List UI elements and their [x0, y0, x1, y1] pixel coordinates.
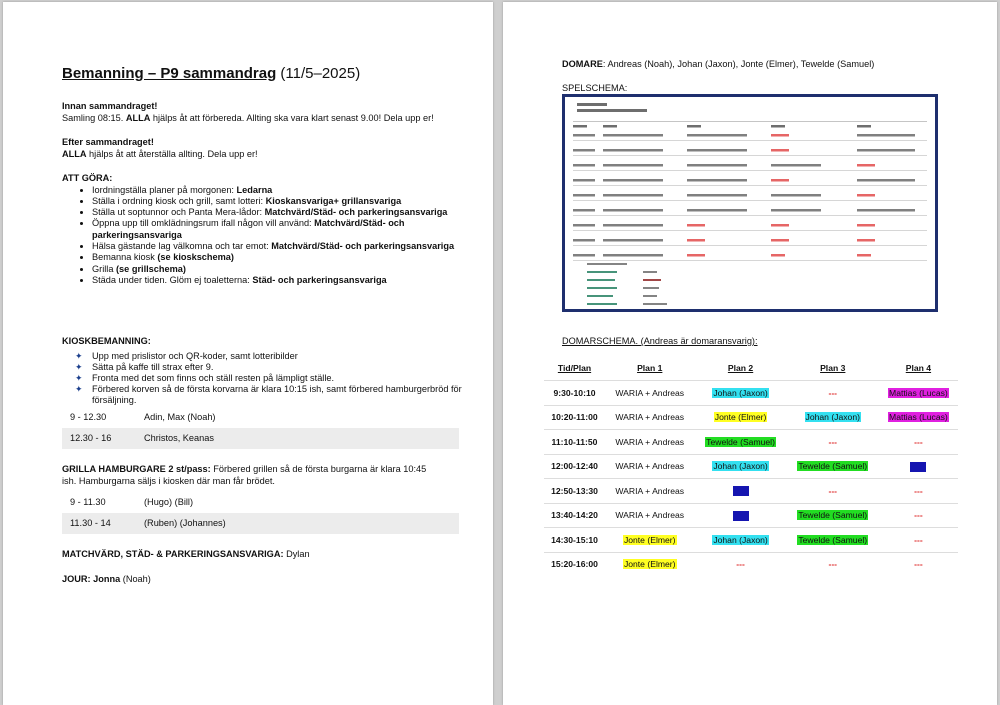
schedule-cell	[694, 528, 786, 553]
schedule-cell	[879, 405, 958, 430]
list-item: ✦ Fronta med det som finns och ställ resten på lämpligt ställe.	[62, 373, 462, 384]
referees-line: DOMARE: Andreas (Noah), Johan (Jaxon), Jonte (Elmer), Tewelde (Samuel)	[562, 59, 875, 69]
time-slot: 12:00-12:40	[544, 454, 605, 479]
schedule-cell	[605, 381, 694, 406]
schedule-cell	[694, 430, 786, 455]
schedule-cell	[605, 454, 694, 479]
schedule-cell	[879, 552, 958, 576]
referee-assignment: ---	[914, 510, 923, 521]
referee-assignment: WARIA + Andreas	[615, 461, 685, 472]
referee-assignment: ---	[828, 436, 838, 447]
referee-assignment: WARIA + Andreas	[615, 412, 685, 423]
referee-assignment: Johan (Jaxon)	[805, 412, 860, 423]
column-header: Plan 4	[905, 363, 932, 373]
schedule-cell	[694, 552, 786, 576]
table-row	[544, 430, 958, 455]
kiosk-section: KIOSKBEMANNING: ✦ Upp med prislistor och QR-koder, samt lotteribilder ✦ Sätta på kaffe till strax efter 9. ✦ Fronta med det som finns och ställ resten på lämpligt ställe. ✦ Förbered korven så de första korvarna är klara 10:15 ish, samt förbered hamburgerbröd för försäljning.	[62, 336, 462, 407]
referee-assignment: WARIA + Andreas	[615, 387, 685, 398]
game-schedule-image	[562, 94, 938, 312]
duty-line: JOUR: Jonna (Noah)	[62, 574, 151, 584]
grill-shift-row: 9 - 11.30 (Hugo) (Bill)	[70, 497, 194, 507]
referee-assignment: Jonte (Elmer)	[623, 559, 676, 570]
time-slot: 10:20-11:00	[544, 405, 605, 430]
schedule-cell	[787, 430, 879, 455]
schedule-cell	[605, 503, 694, 528]
referee-assignment: Johan (Jaxon)	[713, 461, 768, 472]
schedule-cell	[879, 528, 958, 553]
schedule-cell	[694, 405, 786, 430]
table-row	[544, 381, 958, 406]
referee-schedule-label: DOMARSCHEMA. (Andreas är domaransvarig):	[562, 336, 758, 346]
column-header: Plan 1	[637, 363, 663, 373]
schedule-cell	[605, 552, 694, 576]
schedule-cell	[879, 479, 958, 504]
referee-assignment: Jonte (Elmer)	[623, 534, 676, 545]
schedule-cell	[605, 405, 694, 430]
schedule-cell	[694, 479, 786, 504]
time-slot: 14:30-15:10	[544, 528, 605, 553]
schedule-cell	[879, 503, 958, 528]
table-row	[544, 552, 958, 576]
referee-assignment: Mattias (Lucas)	[889, 387, 948, 398]
referee-assignment: Johan (Jaxon)	[713, 387, 768, 398]
schedule-cell	[879, 454, 958, 479]
list-item: • Ställa i ordning kiosk och grill, samt lotteri: Kioskansvariga+ grillansvariga	[92, 196, 462, 207]
match-host-line: MATCHVÄRD, STÄD- & PARKERINGSANSVARIGA: Dylan	[62, 549, 310, 559]
schedule-cell	[787, 405, 879, 430]
kiosk-list	[62, 351, 462, 407]
schedule-cell	[605, 430, 694, 455]
before-section: Innan sammandraget! Samling 08:15. ALLA hjälps åt att förbereda. Allting ska vara klart senast 9.00! Dela upp er!	[62, 101, 434, 123]
referee-assignment: Johan (Jaxon)	[713, 534, 768, 545]
list-item: • Bemanna kiosk (se kioskschema)	[92, 252, 462, 263]
schedule-cell	[605, 528, 694, 553]
todo-section: ATT GÖRA: • Iordningställa planer på morgonen: Ledarna • Ställa i ordning kiosk och grill, samt lotteri: Kioskansvariga+ grillansvariga • Ställa ut soptunnor och Panta Mera-lådor: Matchvärd/Städ- och parkeringsansvariga • Öppna upp till omklädningsrum ifall någon vill använd: Matchvärd/Städ- och parkeringsansvariga • Hälsa gästande lag välkomna och tar emot: Matchvärd/Städ- och parkeringsansvariga • Bemanna kiosk (se kioskschema) • Grilla (se grillschema) • Städa under tiden. Glöm ej toaletterna: Städ- och parkeringsansvariga	[62, 173, 462, 286]
table-row	[544, 503, 958, 528]
referee-assignment: ---	[914, 559, 923, 570]
referee-assignment: ---	[828, 559, 838, 570]
schedule-cell	[879, 381, 958, 406]
list-item: • Öppna upp till omklädningsrum ifall någon vill använd: Matchvärd/Städ- och parkeringsansvariga	[92, 218, 462, 241]
referee-assignment: Tewelde (Samuel)	[798, 461, 868, 472]
grill-section: GRILLA HAMBURGARE 2 st/pass: Förbered grillen så de första burgarna är klara 10:45 ish. Hamburgarna säljs i kiosken där man får brödet.	[62, 464, 427, 486]
column-header: Tid/Plan	[557, 363, 592, 373]
time-slot: 13:40-14:20	[544, 503, 605, 528]
referee-schedule-table	[544, 356, 958, 576]
schedule-cell	[787, 503, 879, 528]
list-item: • Hälsa gästande lag välkomna och tar emot: Matchvärd/Städ- och parkeringsansvariga	[92, 241, 462, 252]
referee-assignment: Tewelde (Samuel)	[798, 534, 868, 545]
schedule-cell	[787, 552, 879, 576]
after-section: Efter sammandraget! ALLA hjälps åt att återställa allting. Dela upp er!	[62, 137, 258, 159]
time-slot: 11:10-11:50	[544, 430, 605, 455]
referee-assignment: ---	[914, 534, 923, 545]
grill-shift-row: 11.30 - 14 (Ruben) (Johannes)	[62, 513, 459, 534]
list-item: ✦ Sätta på kaffe till strax efter 9.	[62, 362, 462, 373]
page-title: Bemanning – P9 sammandrag (11/5–2025)	[62, 65, 361, 82]
schedule-cell	[787, 381, 879, 406]
referee-assignment: WARIA + Andreas	[615, 510, 685, 521]
referee-assignment: Mattias (Lucas)	[889, 412, 948, 423]
time-slot: 15:20-16:00	[544, 552, 605, 576]
game-schedule-picture	[565, 97, 935, 309]
list-item: • Iordningställa planer på morgonen: Ledarna	[92, 185, 462, 196]
referee-assignment	[733, 511, 749, 521]
referee-assignment: WARIA + Andreas	[615, 485, 685, 496]
schedule-cell	[694, 381, 786, 406]
list-item: • Grilla (se grillschema)	[92, 264, 462, 275]
list-item: • Städa under tiden. Glöm ej toaletterna: Städ- och parkeringsansvariga	[92, 275, 462, 286]
game-schedule-label: SPELSCHEMA:	[562, 83, 628, 93]
time-slot: 9:30-10:10	[544, 381, 605, 406]
referee-assignment: ---	[828, 387, 838, 398]
kiosk-shift-row: 12.30 - 16 Christos, Keanas	[62, 428, 459, 449]
referee-assignment	[910, 462, 926, 472]
column-header: Plan 2	[727, 363, 754, 373]
referee-assignment: ---	[914, 485, 923, 496]
schedule-cell	[879, 430, 958, 455]
table-header-row	[544, 356, 958, 381]
list-item: • Ställa ut soptunnor och Panta Mera-lådor: Matchvärd/Städ- och parkeringsansvariga	[92, 207, 462, 218]
referee-assignment: ---	[736, 559, 745, 570]
table-row	[544, 479, 958, 504]
kiosk-shift-row: 9 - 12.30 Adin, Max (Noah)	[70, 412, 216, 422]
table-row	[544, 405, 958, 430]
list-item: ✦ Upp med prislistor och QR-koder, samt lotteribilder	[62, 351, 462, 362]
column-header: Plan 3	[820, 363, 846, 373]
list-item: ✦ Förbered korven så de första korvarna är klara 10:15 ish, samt förbered hamburgerbröd för försäljning.	[62, 384, 462, 406]
time-slot: 12:50-13:30	[544, 479, 605, 504]
document-page-1	[3, 2, 493, 705]
referee-assignment: Jonte (Elmer)	[714, 412, 767, 423]
referee-assignment	[733, 486, 749, 496]
referee-assignment: ---	[828, 485, 838, 496]
referee-assignment: ---	[914, 436, 923, 447]
schedule-cell	[605, 479, 694, 504]
referee-assignment: Tewelde (Samuel)	[798, 510, 868, 521]
schedule-cell	[694, 454, 786, 479]
table-row	[544, 528, 958, 553]
table-row	[544, 454, 958, 479]
referee-assignment: Tewelde (Samuel)	[706, 436, 775, 447]
schedule-cell	[787, 479, 879, 504]
schedule-cell	[787, 528, 879, 553]
todo-list	[62, 185, 462, 287]
schedule-cell	[694, 503, 786, 528]
document-page-2	[503, 2, 997, 705]
referee-assignment: WARIA + Andreas	[615, 436, 685, 447]
schedule-cell	[787, 454, 879, 479]
